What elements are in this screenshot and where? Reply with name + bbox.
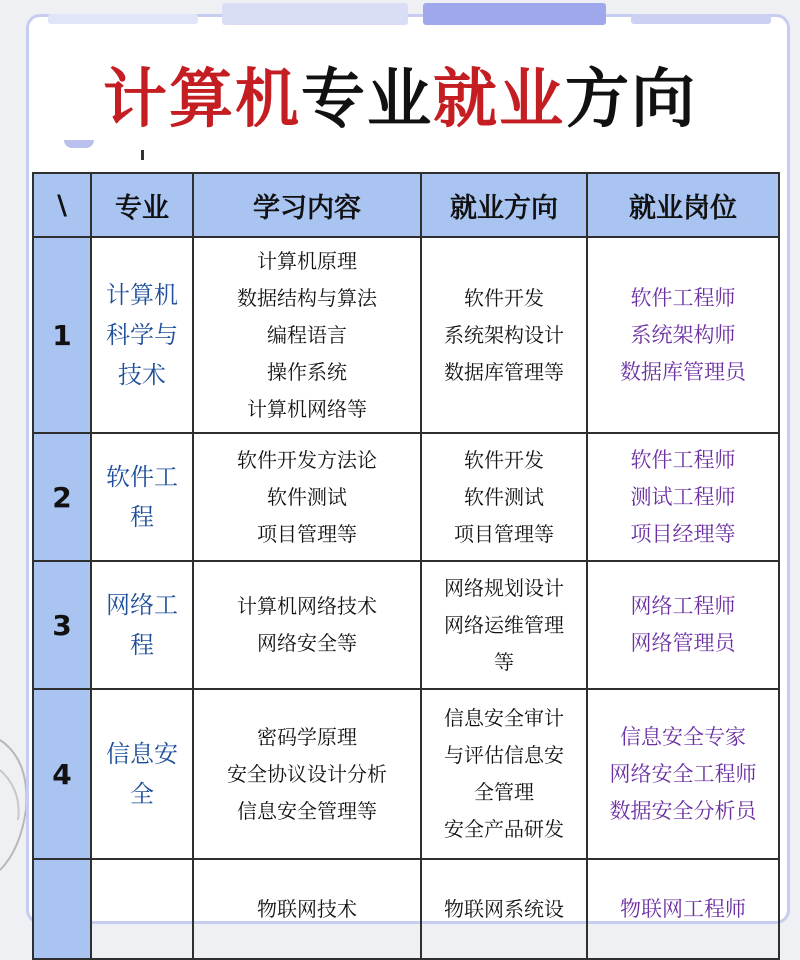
direction-cell-line: 物联网系统设 bbox=[444, 896, 564, 921]
jobs-cell-line: 信息安全专家 bbox=[620, 724, 746, 749]
content-cell-line: 计算机网络等 bbox=[247, 396, 367, 421]
jobs-cell bbox=[587, 433, 779, 561]
content-cell bbox=[193, 433, 421, 561]
major-cell-line: 信息安 bbox=[106, 740, 178, 768]
table-row bbox=[33, 433, 779, 561]
direction-cell-line: 软件开发 bbox=[464, 285, 544, 310]
direction-cell-line: 全管理 bbox=[474, 780, 534, 804]
jobs-cell-line: 网络安全工程师 bbox=[609, 761, 757, 786]
jobs-cell-line: 项目经理等 bbox=[630, 521, 736, 546]
table-row bbox=[33, 561, 779, 689]
career-table bbox=[32, 172, 780, 960]
row-index: 4 bbox=[33, 689, 91, 859]
content-cell bbox=[193, 237, 421, 433]
row-index: 2 bbox=[33, 433, 91, 561]
content-cell-line: 项目管理等 bbox=[257, 521, 357, 546]
content-cell-line: 软件开发方法论 bbox=[237, 447, 377, 472]
major-cell-line: 计算机 bbox=[106, 281, 178, 309]
header-index: \ bbox=[33, 173, 91, 237]
major-cell bbox=[91, 237, 193, 433]
table-row bbox=[33, 237, 779, 433]
content-cell-line: 物联网技术 bbox=[257, 896, 357, 921]
direction-cell-line: 网络规划设计 bbox=[444, 575, 564, 600]
table-row bbox=[33, 689, 779, 859]
row-index: 1 bbox=[33, 237, 91, 433]
jobs-cell bbox=[587, 237, 779, 433]
content-cell bbox=[193, 689, 421, 859]
major-cell-line: 软件工 bbox=[106, 463, 178, 491]
jobs-cell bbox=[587, 561, 779, 689]
row-index bbox=[33, 859, 91, 959]
tab-decoration bbox=[423, 3, 606, 25]
direction-cell-line: 信息安全审计 bbox=[444, 706, 564, 730]
direction-cell bbox=[421, 689, 587, 859]
title-part: 方向 bbox=[565, 63, 697, 137]
header-content: 学习内容 bbox=[193, 173, 421, 237]
jobs-cell-line: 系统架构师 bbox=[630, 322, 736, 347]
content-cell-line: 计算机网络技术 bbox=[237, 594, 377, 618]
major-cell bbox=[91, 859, 193, 959]
table-row bbox=[33, 859, 779, 959]
content-cell-line: 密码学原理 bbox=[257, 724, 357, 749]
major-cell bbox=[91, 433, 193, 561]
title-part: 专业 bbox=[301, 63, 433, 137]
jobs-cell bbox=[587, 859, 779, 959]
content-cell-line: 编程语言 bbox=[267, 322, 347, 347]
major-cell bbox=[91, 561, 193, 689]
jobs-cell-line: 软件工程师 bbox=[630, 285, 736, 310]
content-cell-line: 软件测试 bbox=[267, 484, 347, 509]
content-cell-line: 信息安全管理等 bbox=[237, 798, 377, 823]
jobs-cell-line: 网络工程师 bbox=[630, 594, 736, 618]
direction-cell bbox=[421, 237, 587, 433]
direction-cell bbox=[421, 561, 587, 689]
direction-cell-line: 安全产品研发 bbox=[444, 817, 564, 841]
tab-decoration bbox=[48, 14, 198, 24]
header-direction: 就业方向 bbox=[421, 173, 587, 237]
page-title bbox=[0, 60, 800, 140]
content-cell-line: 数据结构与算法 bbox=[237, 285, 377, 310]
decorative-tabs bbox=[0, 0, 800, 30]
decorative-mark bbox=[64, 140, 94, 148]
direction-cell-line: 等 bbox=[494, 649, 514, 674]
jobs-cell-line: 软件工程师 bbox=[630, 447, 736, 472]
jobs-cell bbox=[587, 689, 779, 859]
title-part: 计算机 bbox=[103, 63, 301, 137]
direction-cell bbox=[421, 859, 587, 959]
major-cell-line: 科学与 bbox=[106, 321, 178, 349]
direction-cell-line: 网络运维管理 bbox=[444, 612, 564, 637]
tab-decoration bbox=[222, 3, 408, 25]
direction-cell bbox=[421, 433, 587, 561]
major-cell-line: 技术 bbox=[118, 361, 166, 389]
content-cell-line: 计算机原理 bbox=[257, 248, 357, 273]
header-major: 专业 bbox=[91, 173, 193, 237]
content-cell-line: 网络安全等 bbox=[257, 631, 357, 655]
jobs-cell-line: 网络管理员 bbox=[630, 631, 736, 655]
major-cell bbox=[91, 689, 193, 859]
major-cell-line: 程 bbox=[130, 631, 154, 659]
direction-cell-line: 软件开发 bbox=[464, 447, 544, 472]
row-index: 3 bbox=[33, 561, 91, 689]
title-part: 就业 bbox=[433, 63, 565, 137]
content-cell-line: 安全协议设计分析 bbox=[227, 761, 387, 786]
header-jobs: 就业岗位 bbox=[587, 173, 779, 237]
content-cell-line: 操作系统 bbox=[267, 359, 347, 384]
jobs-cell-line: 数据库管理员 bbox=[620, 359, 746, 384]
jobs-cell-line: 测试工程师 bbox=[630, 484, 736, 509]
direction-cell-line: 软件测试 bbox=[464, 484, 544, 509]
direction-cell-line: 数据库管理等 bbox=[444, 359, 564, 384]
tab-decoration bbox=[631, 14, 771, 24]
major-cell-line: 程 bbox=[130, 503, 154, 531]
major-cell-line: 全 bbox=[130, 780, 154, 808]
decorative-mark bbox=[141, 150, 144, 160]
content-cell bbox=[193, 859, 421, 959]
direction-cell-line: 系统架构设计 bbox=[444, 322, 564, 347]
major-cell-line: 网络工 bbox=[106, 591, 178, 619]
table-header-row bbox=[33, 173, 779, 237]
jobs-cell-line: 物联网工程师 bbox=[620, 896, 746, 921]
direction-cell-line: 项目管理等 bbox=[454, 521, 554, 546]
jobs-cell-line: 数据安全分析员 bbox=[609, 798, 757, 823]
direction-cell-line: 与评估信息安 bbox=[444, 743, 564, 767]
content-cell bbox=[193, 561, 421, 689]
